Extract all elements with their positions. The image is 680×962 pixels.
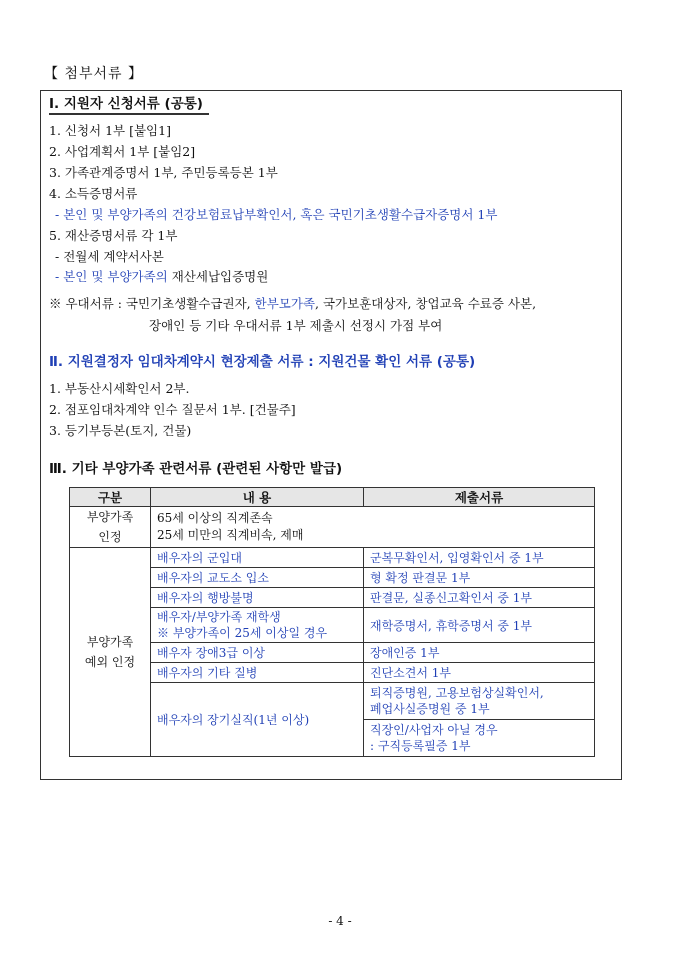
docs-cell: 진단소견서 1부: [364, 663, 595, 683]
list-item: [55, 267, 268, 285]
dependent-docs-table: [69, 487, 595, 757]
list-item: 4. 소득증명서류: [49, 186, 138, 201]
preferred-docs-note-line2: 장애인 등 기타 우대서류 1부 제출시 선정시 가점 부여: [149, 318, 443, 333]
blue-text: - 본인 및 부양가족의: [55, 269, 168, 284]
list-item: 3. 가족관계증명서 1부, 주민등록등본 1부: [49, 165, 278, 180]
header-content: 내 용: [151, 488, 364, 507]
docs-cell: 퇴직증명원, 고용보험상실확인서, 폐업사실증명원 중 1부: [364, 683, 595, 720]
content-cell: 배우자/부양가족 재학생 ※ 부양가족이 25세 이상일 경우: [151, 608, 364, 643]
docs-cell: 군복무확인서, 입영확인서 중 1부: [364, 548, 595, 568]
table-row: [70, 548, 595, 568]
docs-cell: 재학증명서, 휴학증명서 중 1부: [364, 608, 595, 643]
header-category: 구분: [70, 488, 151, 507]
list-item: 2. 사업계획서 1부 [붙임2]: [49, 144, 196, 159]
content-cell: 배우자의 행방불명: [151, 588, 364, 608]
list-item: 1. 신청서 1부 [붙임1]: [49, 123, 171, 138]
header-docs: 제출서류: [364, 488, 595, 507]
list-item: 2. 점포임대차계약 인수 질문서 1부. [건물주]: [49, 402, 296, 417]
docs-cell: 형 확정 판결문 1부: [364, 568, 595, 588]
page-heading: 【 첨부서류 】: [44, 66, 143, 82]
content-cell: 배우자의 기타 질병: [151, 663, 364, 683]
table-header-row: [70, 488, 595, 507]
category-cell: 부양가족 예외 인정: [70, 548, 151, 757]
note-prefix: ※ 우대서류 : 국민기초생활수급권자,: [49, 296, 255, 311]
content-cell: 배우자의 군입대: [151, 548, 364, 568]
content-cell: 65세 이상의 직계존속 25세 미만의 직계비속, 제매: [151, 507, 595, 548]
section3-title: Ⅲ. 기타 부양가족 관련서류 (관련된 사항만 발급): [49, 461, 343, 477]
category-cell: 부양가족 인정: [70, 507, 151, 548]
list-item-rest: 재산세납입증명원: [167, 269, 269, 284]
section1-title: Ⅰ. 지원자 신청서류 (공통): [49, 92, 209, 115]
list-item: 3. 등기부등본(토지, 건물): [49, 423, 192, 438]
list-item: - 전월세 계약서사본: [55, 249, 164, 264]
content-cell: 배우자의 교도소 입소: [151, 568, 364, 588]
content-box: [40, 90, 622, 780]
section2-title: Ⅱ. 지원결정자 임대차계약시 현장제출 서류 : 지원건물 확인 서류 (공통): [49, 354, 476, 370]
docs-cell: 직장인/사업자 아닐 경우 : 구직등록필증 1부: [364, 720, 595, 757]
docs-cell: 판결문, 실종신고확인서 중 1부: [364, 588, 595, 608]
table-row: [70, 507, 595, 548]
note-blue: 한부모가족: [254, 296, 316, 311]
list-item: 1. 부동산시세확인서 2부.: [49, 381, 190, 396]
list-item: - 본인 및 부양가족의 건강보험료납부확인서, 혹은 국민기초생활수급자증명서 1부: [55, 207, 498, 222]
note-suffix: , 국가보훈대상자, 창업교육 수료증 사본,: [315, 296, 537, 311]
content-cell: 배우자의 장기실직(1년 이상): [151, 683, 364, 757]
docs-cell: 장애인증 1부: [364, 643, 595, 663]
page-number: - 4 -: [328, 914, 352, 928]
list-item: 5. 재산증명서류 각 1부: [49, 228, 178, 243]
preferred-docs-note: [49, 294, 536, 312]
content-cell: 배우자 장애3급 이상: [151, 643, 364, 663]
